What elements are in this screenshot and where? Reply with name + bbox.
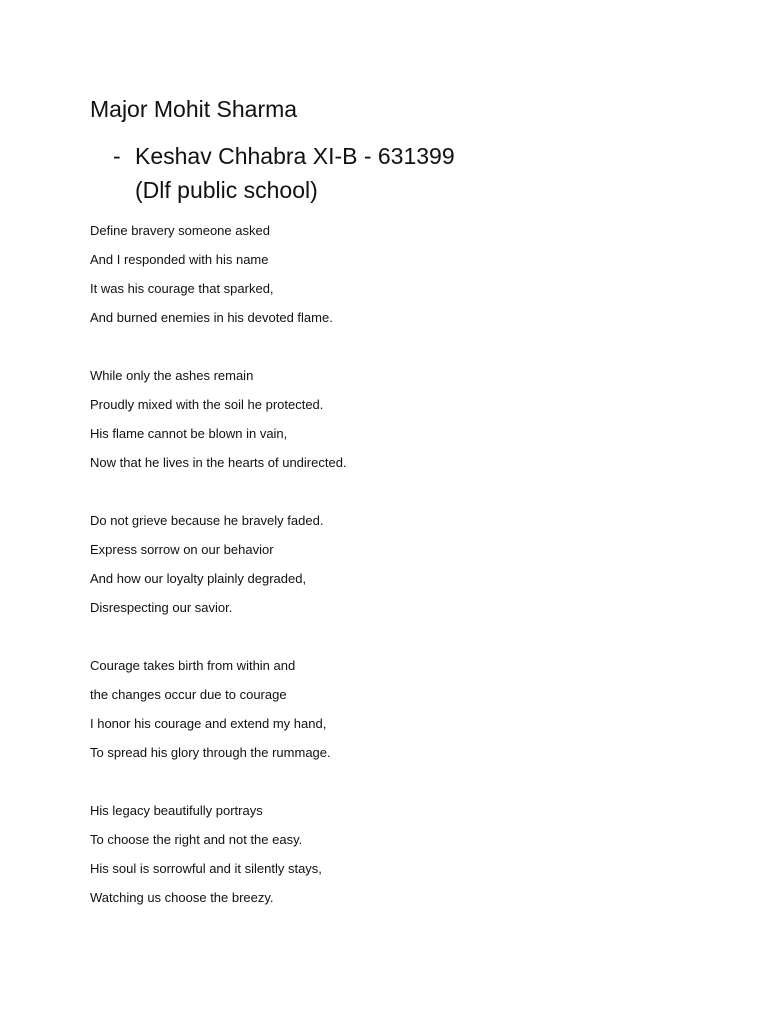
verse-line: Courage takes birth from within and: [90, 658, 296, 673]
school-line: (Dlf public school): [135, 177, 318, 203]
verse-line: It was his courage that sparked,: [90, 281, 274, 296]
stanza: [90, 361, 690, 477]
verse-line: To choose the right and not the easy.: [90, 832, 303, 847]
stanza: [90, 796, 690, 912]
author-name: Keshav Chhabra XI-B - 631399: [135, 143, 455, 169]
author-byline: [113, 139, 455, 207]
verse-line: the changes occur due to courage: [90, 687, 287, 702]
author-line: [113, 139, 455, 173]
verse-line: And I responded with his name: [90, 252, 269, 267]
verse-line: Proudly mixed with the soil he protected.: [90, 397, 324, 412]
verse-line: Define bravery someone asked: [90, 223, 270, 238]
verse-line: Express sorrow on our behavior: [90, 542, 274, 557]
verse-line: Now that he lives in the hearts of undirected.: [90, 455, 347, 470]
stanza: [90, 506, 690, 622]
verse-line: To spread his glory through the rummage.: [90, 745, 331, 760]
verse-line: His soul is sorrowful and it silently stays,: [90, 861, 322, 876]
stanza: [90, 651, 690, 767]
list-dash: -: [113, 143, 121, 169]
verse-line: And how our loyalty plainly degraded,: [90, 571, 307, 586]
page-title: Major Mohit Sharma: [90, 96, 298, 122]
verse-line: His legacy beautifully portrays: [90, 803, 263, 818]
verse-line: Do not grieve because he bravely faded.: [90, 513, 324, 528]
verse-line: I honor his courage and extend my hand,: [90, 716, 327, 731]
poem-body: [90, 216, 690, 941]
verse-line: While only the ashes remain: [90, 368, 254, 383]
verse-line: And burned enemies in his devoted flame.: [90, 310, 333, 325]
verse-line: His flame cannot be blown in vain,: [90, 426, 288, 441]
stanza: [90, 216, 690, 332]
verse-line: Disrespecting our savior.: [90, 600, 233, 615]
verse-line: Watching us choose the breezy.: [90, 890, 274, 905]
